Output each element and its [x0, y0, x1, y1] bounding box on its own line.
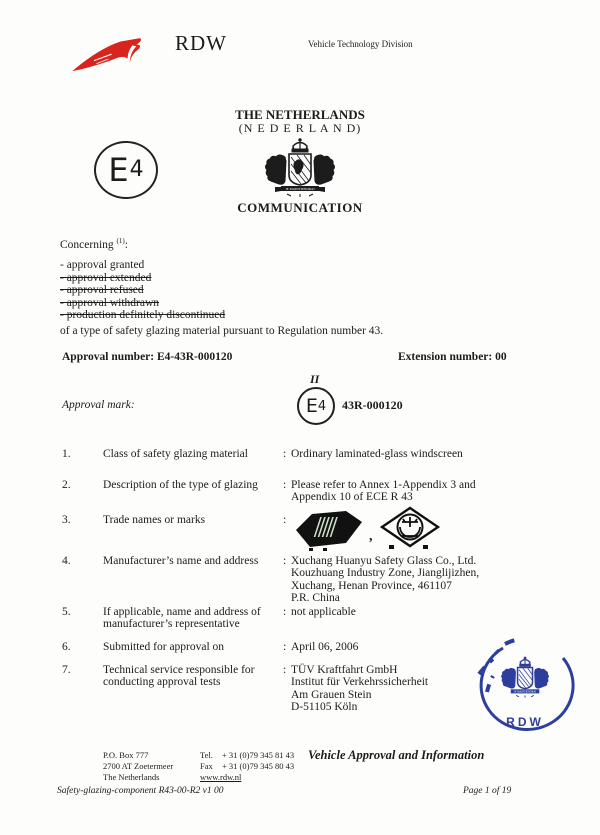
- item-value: [291, 479, 521, 504]
- label-line: If applicable, name and address of: [103, 606, 261, 618]
- address-line: The Netherlands: [103, 772, 160, 782]
- extension-number: Extension number: 00: [398, 351, 507, 363]
- footer-contact: [200, 750, 294, 783]
- e4-type-approval-badge: [94, 141, 158, 199]
- division-name: Vehicle Technology Division: [308, 39, 413, 49]
- second-trademark-icon: [379, 505, 441, 551]
- item-label: [103, 664, 273, 689]
- item-value: [291, 555, 521, 605]
- approval-mark-roman: II: [310, 372, 320, 386]
- item-label: [103, 606, 273, 631]
- value-line: Institut für Verkehrssicherheit: [291, 676, 429, 689]
- fax-label: Fax: [200, 761, 213, 771]
- concerning-word: Concerning: [60, 239, 117, 251]
- country-native: (N E D E R L A N D): [238, 121, 362, 135]
- item-number: 4.: [62, 555, 71, 567]
- item-number: 3.: [62, 514, 71, 526]
- website-link: www.rdw.nl: [200, 772, 242, 782]
- item-label: Trade names or marks: [103, 514, 206, 526]
- item-label: Description of the type of glazing: [103, 479, 258, 491]
- concerning-list: [60, 259, 225, 322]
- mark-digit: 4: [317, 398, 327, 414]
- item-number: 5.: [62, 606, 71, 618]
- item-colon: :: [283, 448, 287, 460]
- footer-department: Vehicle Approval and Information: [308, 748, 485, 762]
- rdw-stamp: [465, 636, 583, 748]
- footer-address: [103, 750, 173, 783]
- concerning-footnote-marker: (1): [116, 237, 125, 246]
- approval-number: Approval number: E4-43R-000120: [62, 351, 233, 363]
- motto-text: JE MAINTIENDRAI: [285, 187, 315, 191]
- address-line: P.O. Box 777: [103, 750, 149, 760]
- page-number: Page 1 of 19: [463, 786, 512, 796]
- address-line: 2700 AT Zoetermeer: [103, 761, 174, 771]
- value-line: Am Grauen Stein: [291, 688, 372, 701]
- item-value: April 06, 2006: [291, 641, 359, 653]
- item-colon: :: [283, 514, 287, 526]
- approval-mark-number: 43R-000120: [342, 398, 403, 412]
- concerning-colon: :: [124, 239, 128, 251]
- concerning-item-production: - production definitely discontinued: [60, 309, 226, 322]
- item-value: Ordinary laminated-glass windscreen: [291, 448, 463, 460]
- e4-letter: E: [108, 151, 129, 189]
- concerning-subject: of a type of safety glazing material pursuant to Regulation number 43.: [60, 325, 384, 337]
- value-line: Xuchang, Henan Province, 461107: [291, 579, 452, 592]
- value-line: Kouzhuang Industry Zone, Jianglijizhen,: [291, 567, 480, 580]
- value-line: D-51105 Köln: [291, 701, 358, 714]
- value-line: Please refer to Annex 1-Appendix 3 and: [291, 479, 476, 491]
- item-number: 1.: [62, 448, 71, 460]
- document-reference: Safety-glazing-component R43-00-R2 v1 00: [57, 786, 224, 796]
- doc-type-title: COMMUNICATION: [237, 200, 363, 215]
- label-line: conducting approval tests: [103, 676, 221, 689]
- rdw-logo-icon: [70, 34, 150, 76]
- svg-text:JE MAINTIENDRAI: JE MAINTIENDRAI: [513, 690, 537, 694]
- item-colon: :: [283, 606, 287, 618]
- item-label: Manufacturer’s name and address: [103, 555, 259, 567]
- value-line: P.R. China: [291, 592, 340, 605]
- item-number: 2.: [62, 479, 71, 491]
- value-line: TÜV Kraftfahrt GmbH: [291, 664, 398, 676]
- item-number: 7.: [62, 664, 71, 676]
- item-colon: :: [283, 555, 287, 567]
- concerning-item-extended: - approval extended: [60, 271, 152, 284]
- fax-line: [200, 761, 294, 772]
- label-line: manufacturer’s representative: [103, 618, 240, 631]
- tel-line: [200, 750, 294, 761]
- item-label: Class of safety glazing material: [103, 448, 248, 460]
- item-number: 6.: [62, 641, 71, 653]
- value-line: Appendix 10 of ECE R 43: [291, 491, 413, 504]
- item-colon: :: [283, 664, 287, 676]
- country-title: THE NETHERLANDS: [235, 107, 365, 122]
- item-colon: :: [283, 479, 287, 491]
- item-colon: :: [283, 641, 287, 653]
- netherlands-coat-of-arms: [247, 137, 353, 197]
- concerning-label: [60, 239, 128, 251]
- approval-mark-label: Approval mark:: [62, 399, 135, 411]
- tel-value: + 31 (0)79 345 81 43: [222, 750, 295, 760]
- org-name: RDW: [175, 31, 227, 55]
- e4-digit: 4: [129, 157, 144, 182]
- huanyu-trademark-icon: [293, 507, 365, 551]
- trademark-separator: ,: [369, 529, 373, 544]
- concerning-item-withdrawn: - approval withdrawn: [60, 296, 159, 309]
- trademark-logos: [293, 505, 493, 549]
- concerning-item-refused: - approval refused: [60, 284, 144, 297]
- stamp-org-text: RDW: [506, 715, 544, 729]
- item-label: Submitted for approval on: [103, 641, 225, 653]
- concerning-item-granted: - approval granted: [60, 259, 145, 271]
- label-line: Technical service responsible for: [103, 664, 255, 676]
- item-value: not applicable: [291, 606, 356, 618]
- mark-letter: E: [305, 394, 318, 417]
- approval-mark-e4-circle: [297, 387, 335, 425]
- value-line: Xuchang Huanyu Safety Glass Co., Ltd.: [291, 555, 477, 567]
- fax-value: + 31 (0)79 345 80 43: [222, 761, 295, 771]
- tel-label: Tel.: [200, 750, 213, 760]
